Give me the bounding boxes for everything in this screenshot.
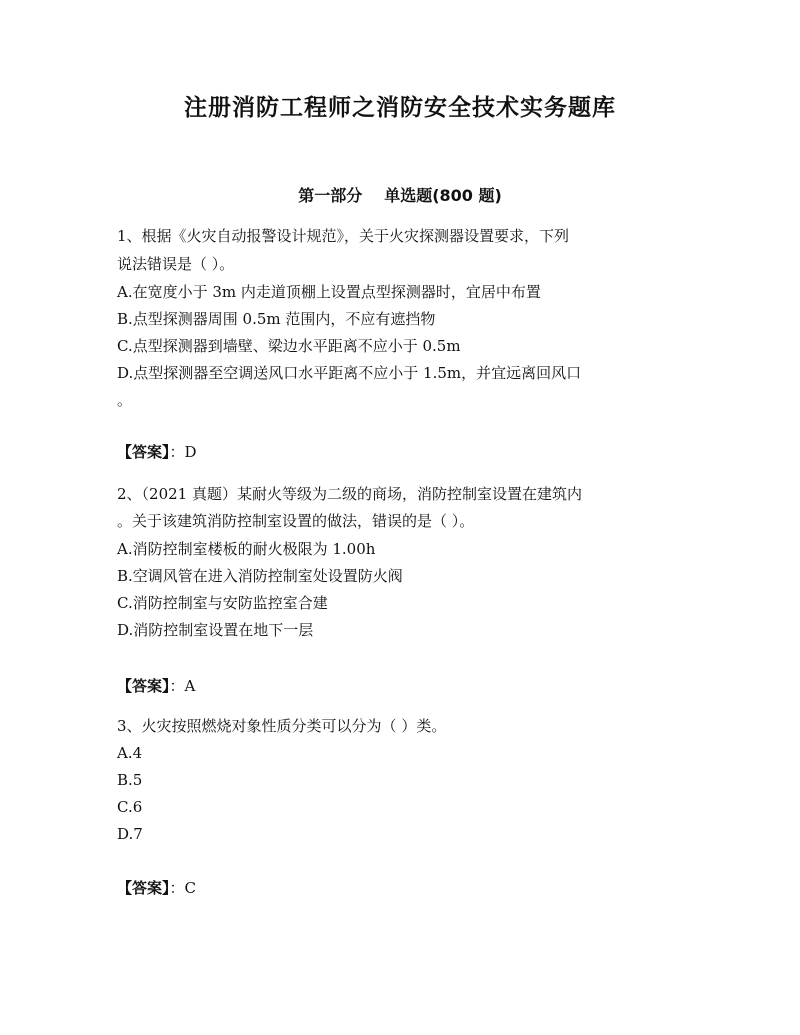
question-1-stem-line-1: 1、根据《火灾自动报警设计规范》，关于火灾探测器设置要求，下列	[117, 227, 570, 245]
answer-label: 【答案】	[117, 677, 170, 695]
question-1-answer	[117, 440, 697, 464]
question-3-option-a: A.4	[117, 744, 143, 762]
question-2-option-a: A.消防控制室楼板的耐火极限为 1.00h	[117, 540, 376, 558]
question-3-option-b: B.5	[117, 771, 143, 789]
question-2-stem-line-1: 2、（2021 真题）某耐火等级为二级的商场，消防控制室设置在建筑内	[117, 485, 582, 503]
answer-label: 【答案】	[117, 443, 170, 461]
question-3-option-d: D.7	[117, 825, 143, 843]
question-1-option-a: A.在宽度小于 3m 内走道顶棚上设置点型探测器时，宜居中布置	[117, 283, 541, 301]
question-1-option-b: B.点型探测器周围 0.5m 范围内，不应有遮挡物	[117, 310, 436, 328]
question-1-option-c: C.点型探测器到墙壁、梁边水平距离不应小于 0.5m	[117, 337, 461, 355]
question-2-option-b: B.空调风管在进入消防控制室处设置防火阀	[117, 567, 403, 585]
question-1-option-d: D.点型探测器至空调送风口水平距离不应小于 1.5m，并宜远离回风口	[117, 364, 582, 382]
answer-label: 【答案】	[117, 879, 170, 897]
question-2-stem-line-2: 。关于该建筑消防控制室设置的做法，错误的是（ ）。	[117, 512, 475, 530]
question-3-answer	[117, 876, 697, 900]
question-2-answer	[117, 674, 697, 698]
section-part: 第一部分	[298, 186, 363, 205]
answer-value: C	[184, 879, 197, 897]
document-title: 注册消防工程师之消防安全技术实务题库	[184, 95, 616, 121]
section-title	[0, 183, 800, 209]
answer-separator: ：	[169, 879, 185, 897]
question-2-option-c: C.消防控制室与安防监控室合建	[117, 594, 328, 612]
answer-value: D	[184, 443, 197, 461]
question-1-stem-line-2: 说法错误是（ ）。	[117, 255, 235, 273]
section-name: 单选题(800 题)	[384, 186, 502, 205]
answer-separator: ：	[169, 443, 185, 461]
question-3-stem-line-1: 3、火灾按照燃烧对象性质分类可以分为（ ）类。	[117, 717, 447, 735]
question-1-option-d-continued: 。	[117, 391, 133, 409]
question-2-option-d: D.消防控制室设置在地下一层	[117, 621, 314, 639]
question-3-option-c: C.6	[117, 798, 143, 816]
answer-separator: ：	[169, 677, 185, 695]
answer-value: A	[184, 677, 196, 695]
